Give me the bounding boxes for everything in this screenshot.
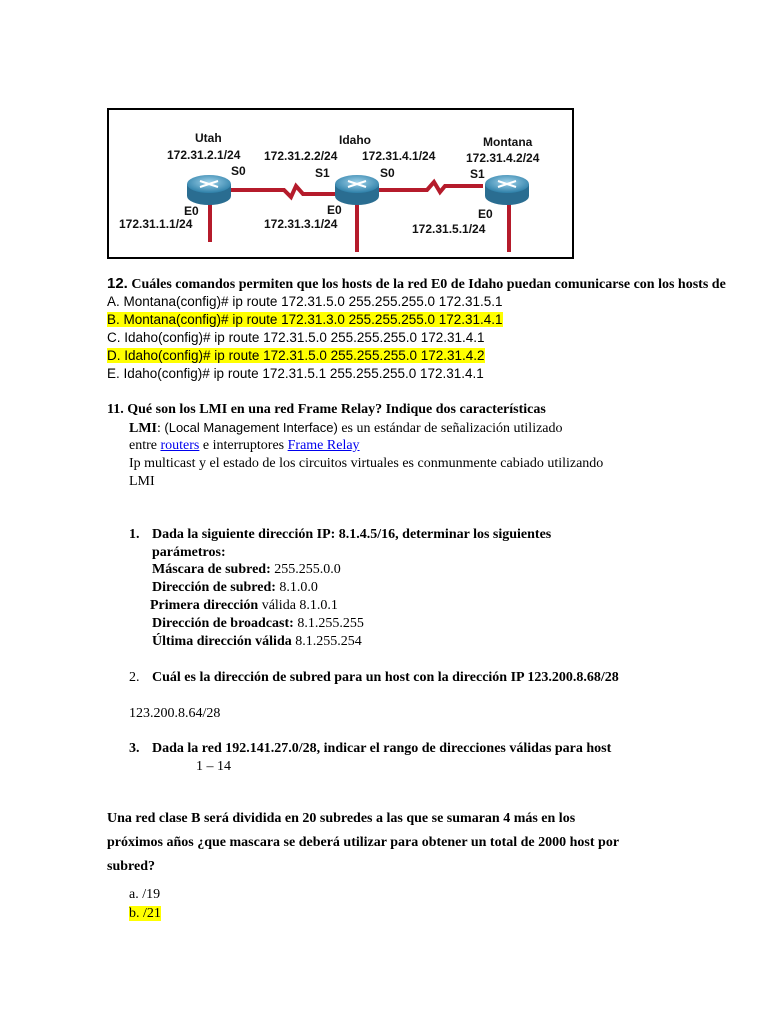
q1-question-l2: parámetros: xyxy=(152,545,226,560)
utah-s0-ip: 172.31.2.1/24 xyxy=(167,148,241,162)
q1-item-mask-value: 255.255.0.0 xyxy=(270,562,341,577)
q4-option-b-text: b. /21 xyxy=(129,906,161,921)
q12-option-b xyxy=(107,311,503,329)
q12-option-c: C. Idaho(config)# ip route 172.31.5.0 255.255.255.0 172.31.4.1 xyxy=(107,330,485,345)
idaho-s1-ip: 172.31.2.2/24 xyxy=(264,149,338,163)
serial-link-idaho-montana xyxy=(377,182,483,192)
q4-question-l3: subred? xyxy=(107,859,155,874)
utah-name: Utah xyxy=(195,131,222,145)
router-montana-icon xyxy=(485,175,529,205)
q4-question-l2: próximos años ¿que mascara se deberá utilizar para obtener un total de 2000 host por xyxy=(107,835,620,850)
q1-number: 1. xyxy=(129,527,140,542)
q11-line1 xyxy=(129,419,563,438)
q4-question-l1: Una red clase B será dividida en 20 subredes a las que se sumaran 4 más en los xyxy=(107,811,576,826)
idaho-name: Idaho xyxy=(339,133,371,147)
frame-relay-link[interactable]: Frame Relay xyxy=(287,438,360,453)
q1-item-first-value: válida 8.1.0.1 xyxy=(258,598,338,613)
q11-line2-a: entre xyxy=(129,438,161,453)
q4-option-a: a. /19 xyxy=(129,887,161,902)
routers-link[interactable]: routers xyxy=(160,438,200,453)
q1-item-last-value: 8.1.255.254 xyxy=(291,634,362,649)
q1-item-first-label: Primera dirección xyxy=(150,598,259,613)
q1-item-last xyxy=(152,633,362,651)
q1-item-subnet-label: Dirección de subred: xyxy=(152,580,276,595)
idaho-e0-label: E0 xyxy=(327,203,342,217)
q12-question xyxy=(107,275,768,294)
q11-line2 xyxy=(129,437,360,455)
idaho-s1-label: S1 xyxy=(315,166,330,180)
q12-option-a: A. Montana(config)# ip route 172.31.5.0 255.255.255.0 172.31.5.1 xyxy=(107,294,503,309)
q1-item-broadcast-value: 8.1.255.255 xyxy=(293,616,364,631)
lmi-colon: : xyxy=(157,421,165,436)
q2-number: 2. xyxy=(129,670,140,685)
q11-line3: Ip multicast y el estado de los circuitos virtuales es conmunmente cabiado utilizando xyxy=(129,456,604,471)
q1-item-last-label: Última dirección válida xyxy=(152,634,292,649)
q12-option-d xyxy=(107,347,485,365)
q3-question: Dada la red 192.141.27.0/28, indicar el rango de direcciones válidas para host xyxy=(152,741,612,756)
q4-option-b xyxy=(129,905,161,923)
utah-s0-label: S0 xyxy=(231,164,246,178)
q1-item-first xyxy=(150,597,338,615)
q1-item-broadcast-label: Dirección de broadcast: xyxy=(152,616,294,631)
q12-text: Cuáles comandos permiten que los hosts de la red E0 de Idaho puedan comunicarse con los hosts de xyxy=(131,277,726,292)
q11-question: 11. Qué son los LMI en una red Frame Relay? Indique dos características xyxy=(107,402,546,417)
q1-item-subnet xyxy=(152,579,318,597)
montana-s1-ip: 172.31.4.2/24 xyxy=(466,151,540,165)
q1-item-broadcast xyxy=(152,615,364,633)
lmi-term: LMI xyxy=(129,421,157,436)
idaho-s0-ip: 172.31.4.1/24 xyxy=(362,149,436,163)
router-idaho-icon xyxy=(335,175,379,205)
router-utah-icon xyxy=(187,175,231,205)
q2-question: Cuál es la dirección de subred para un host con la dirección IP 123.200.8.68/28 xyxy=(152,670,619,685)
utah-e0-ip: 172.31.1.1/24 xyxy=(119,217,193,231)
utah-e0-label: E0 xyxy=(184,204,199,218)
lmi-expansion: (Local Management Interface) xyxy=(164,420,338,435)
q12-option-b-text: B. Montana(config)# ip route 172.31.3.0 255.255.255.0 172.31.4.1 xyxy=(107,312,503,327)
q11-line2-b: e interruptores xyxy=(199,438,288,453)
q12-option-d-text: D. Idaho(config)# ip route 172.31.5.0 255.255.255.0 172.31.4.2 xyxy=(107,348,485,363)
lmi-definition: es un estándar de señalización utilizado xyxy=(337,421,563,436)
q2-answer: 123.200.8.64/28 xyxy=(129,706,221,721)
q11-line4: LMI xyxy=(129,474,155,489)
montana-s1-label: S1 xyxy=(470,167,485,181)
montana-name: Montana xyxy=(483,135,533,149)
montana-e0-ip: 172.31.5.1/24 xyxy=(412,222,486,236)
idaho-s0-label: S0 xyxy=(380,166,395,180)
montana-e0-label: E0 xyxy=(478,207,493,221)
q1-question-l1: Dada la siguiente dirección IP: 8.1.4.5/16, determinar los siguientes xyxy=(152,527,552,542)
serial-link-utah-idaho xyxy=(227,186,341,197)
q12-number: 12. xyxy=(107,275,128,292)
q1-item-mask-label: Máscara de subred: xyxy=(152,562,271,577)
network-diagram xyxy=(107,108,574,259)
q1-item-mask xyxy=(152,561,341,579)
q1-item-subnet-value: 8.1.0.0 xyxy=(275,580,318,595)
q3-answer: 1 – 14 xyxy=(196,759,231,774)
q12-option-e: E. Idaho(config)# ip route 172.31.5.1 255.255.255.0 172.31.4.1 xyxy=(107,366,484,381)
q3-number: 3. xyxy=(129,741,140,756)
idaho-e0-ip: 172.31.3.1/24 xyxy=(264,217,338,231)
